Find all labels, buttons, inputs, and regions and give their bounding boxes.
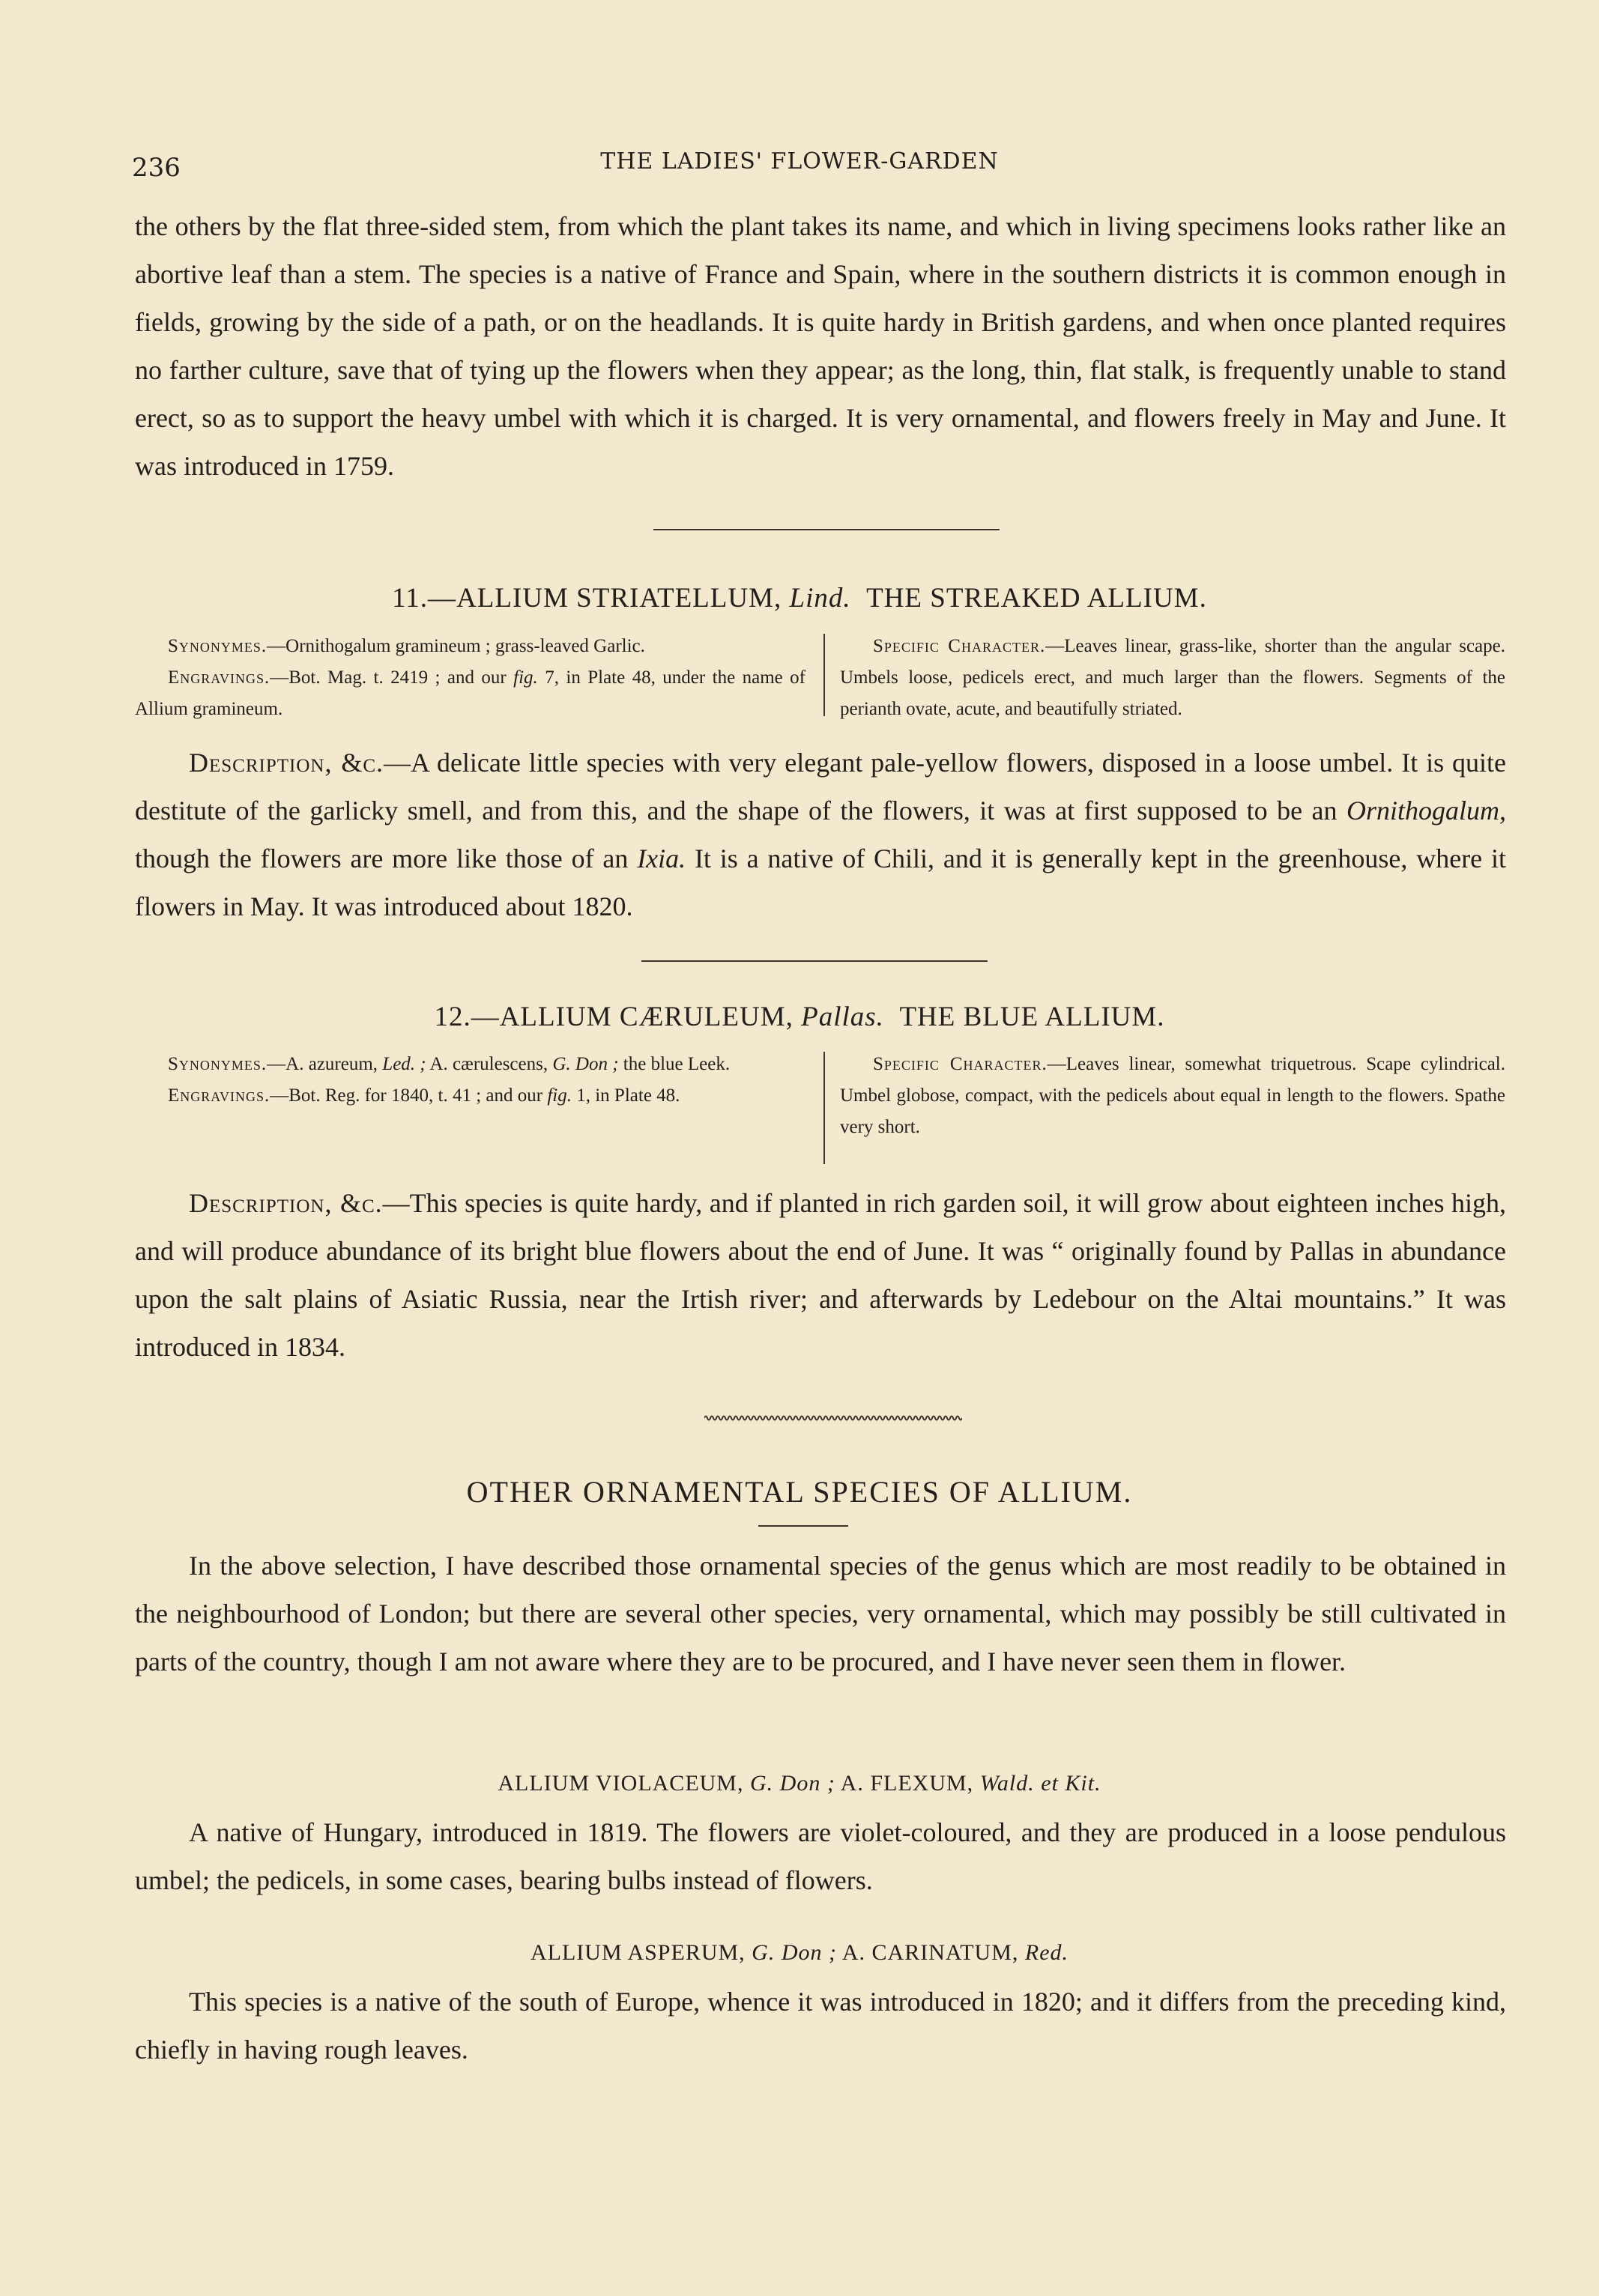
- species-11-description: [135, 739, 1506, 930]
- engravings-text: —Bot. Mag. t. 2419 ; and our: [270, 667, 514, 688]
- species-latin-name: ALLIUM CÆRULEUM,: [499, 1002, 794, 1032]
- intro-paragraph: the others by the flat three-sided stem, from which the plant takes its name, and which in living specimens looks rather like an abortive leaf than a stem. The species is a native of France and Spain, where in the southern districts it is common enough in fields, growing by the side of a path, or on the headlands. It is quite hardy in British gardens, and when once planted requires no farther culture, save that of tying up the flowers when they appear; as the long, thin, flat stalk, is frequently unable to stand erect, so as to support the heavy umbel with which it is charged. It is very ornamental, and flowers freely in May and June. It was introduced in 1759.: [135, 211, 1506, 481]
- species-11-specific-column: [840, 631, 1505, 725]
- synonym-authority: Red.: [1024, 1940, 1069, 1965]
- species-name: ALLIUM VIOLACEUM,: [498, 1771, 744, 1796]
- specific-character-text: —Leaves linear, grass-like, shorter than the angular scape. Umbels loose, pedicels erect, and much larger than the flowers. Segments of the perianth ovate, acute, and beautifully striated.: [840, 636, 1505, 719]
- synonymes-entry: [135, 1049, 805, 1080]
- column-divider: [823, 634, 825, 716]
- synonymes-label: Synonymes.: [168, 1054, 267, 1074]
- description-text-mid: though the flowers are more like those of an: [135, 843, 638, 873]
- species-12-synonymes-column: [135, 1049, 805, 1112]
- species-12-heading: [0, 1001, 1599, 1033]
- description-text: —This species is quite hardy, and if planted in rich garden soil, it will grow about eighteen inches high, and will produce abundance of its bright blue flowers about the end of June. It was “ originally found by Pallas in abundance upon the salt plains of Asiatic Russia, near the Irtish river; and afterwards by Ledebour on the Altai mountains.” It was introduced in 1834.: [135, 1188, 1506, 1362]
- engravings-fig: fig.: [513, 667, 538, 688]
- engravings-entry: [135, 662, 805, 725]
- species-synonym-name: A. CARINATUM,: [841, 1940, 1019, 1965]
- synonymes-text: —A. azureum,: [267, 1054, 383, 1074]
- description-italic-genus: Ornithogalum,: [1346, 796, 1506, 826]
- species-12-specific-column: [840, 1049, 1505, 1143]
- species-number: 11.—: [392, 583, 457, 614]
- description-italic-genus-2: Ixia.: [637, 843, 686, 873]
- description-text: —A delicate little species with very elegant pale-yellow flowers, disposed in a loose umbel. It is quite destitute of the garlicky smell, and from this, and the shape of the flowers, it was at first supposed to be an: [135, 748, 1506, 826]
- species-11-synonymes-column: [135, 631, 805, 725]
- species-latin-name: ALLIUM STRIATELLUM,: [456, 583, 782, 614]
- synonymes-authority-1: Led. ;: [382, 1054, 426, 1074]
- species-synonym-name: A. FLEXUM,: [840, 1771, 974, 1796]
- synonym-authority: Wald. et Kit.: [979, 1771, 1101, 1796]
- engravings-label: Engravings.: [168, 667, 270, 688]
- synonymes-text-end: the blue Leek.: [618, 1054, 731, 1074]
- page-number: 236: [132, 153, 181, 183]
- species-12-description: [135, 1179, 1506, 1371]
- asperum-text: This species is a native of the south of Europe, whence it was introduced in 1820; and it differs from the preceding kind, chiefly in having rough leaves.: [135, 1987, 1506, 2065]
- other-section-intro: In the above selection, I have described those ornamental species of the genus which are most readily to be obtained in the neighbourhood of London; but there are several other species, very ornamental, which may possibly be still cultivated in parts of the country, though I am not aware where they are to be procured, and I have never seen them in flower.: [135, 1551, 1506, 1676]
- synonymes-entry: [135, 631, 805, 662]
- description-label: Description, &c.: [189, 1188, 383, 1218]
- title-underline: [758, 1525, 848, 1527]
- specific-character-text: —Leaves linear, somewhat triquetrous. Scape cylindrical. Umbel globose, compact, with the pedicels about equal in length to the flowers. Spathe very short.: [840, 1054, 1506, 1137]
- section-rule: [653, 529, 1000, 530]
- engravings-text: —Bot. Reg. for 1840, t. 41 ; and our: [270, 1085, 548, 1106]
- specific-character-entry: [840, 1049, 1505, 1143]
- species-11-heading: [0, 582, 1599, 614]
- violaceum-heading: [0, 1771, 1599, 1796]
- wavy-ornament-rule: [704, 1413, 962, 1423]
- synonymes-authority-2: G. Don ;: [552, 1054, 619, 1074]
- species-authority: Pallas.: [801, 1002, 884, 1032]
- section-title: OTHER ORNAMENTAL SPECIES OF ALLIUM.: [466, 1475, 1133, 1509]
- synonymes-label: Synonymes.: [168, 636, 267, 656]
- violaceum-text: A native of Hungary, introduced in 1819. The flowers are violet-coloured, and they are produced in a loose pendulous umbel; the pedicels, in some cases, bearing bulbs instead of flowers.: [135, 1817, 1506, 1895]
- specific-character-entry: [840, 631, 1505, 725]
- asperum-heading: [0, 1940, 1599, 1966]
- species-common-name: THE STREAKED ALLIUM.: [866, 583, 1207, 614]
- description-label: Description, &c.: [189, 748, 384, 778]
- synonymes-text-mid: A. cærulescens,: [426, 1054, 553, 1074]
- description-text-end: It is a native of Chili, and it is generally kept in the greenhouse, where it flowers in May. It was introduced about 1820.: [135, 843, 1506, 921]
- specific-character-label: Specific Character.: [873, 636, 1046, 656]
- column-divider: [823, 1052, 825, 1164]
- engravings-label: Engravings.: [168, 1085, 270, 1106]
- engravings-fig: fig.: [547, 1085, 572, 1106]
- section-rule: [641, 960, 988, 962]
- engravings-text-tail: 7, in Plate 48, under the name of Allium gramineum.: [135, 667, 805, 719]
- running-title: THE LADIES' FLOWER-GARDEN: [600, 148, 999, 175]
- synonymes-text: —Ornithogalum gramineum ; grass-leaved Garlic.: [267, 636, 645, 656]
- species-common-name: THE BLUE ALLIUM.: [899, 1002, 1165, 1032]
- species-number: 12.—: [434, 1002, 500, 1032]
- engravings-text-tail: 1, in Plate 48.: [571, 1085, 680, 1106]
- species-authority: Lind.: [789, 583, 851, 614]
- species-authority: G. Don ;: [752, 1940, 837, 1965]
- species-authority: G. Don ;: [749, 1771, 835, 1796]
- specific-character-label: Specific Character.: [873, 1054, 1048, 1074]
- engravings-entry: [135, 1080, 805, 1112]
- species-name: ALLIUM ASPERUM,: [530, 1940, 746, 1965]
